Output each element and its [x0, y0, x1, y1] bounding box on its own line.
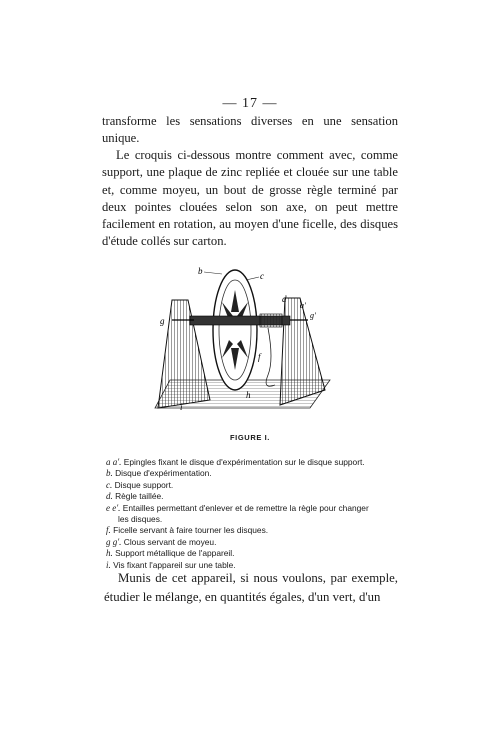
legend-text: Ficelle servant à faire tourner les disques. — [113, 525, 269, 536]
legend-text: Clous servant de moyeu. — [123, 536, 217, 547]
paragraph-description: Le croquis ci-dessous montre comment avec, comme support, une plaque de zinc repliée et clouée sur une table et, comme moyeu, un bout de grosse règle terminé par deux pointes clouées selon son axe, on peut mettre facilement en rotation, au moyen d'une ficelle, des disques d'étude collés sur carton. — [102, 148, 398, 249]
legend-item — [106, 480, 406, 491]
label-g: g — [160, 316, 165, 326]
legend-key: d. — [106, 491, 113, 502]
label-a-prime: a' — [300, 301, 306, 310]
right-support — [280, 298, 325, 405]
figure-legend — [106, 457, 406, 571]
page-number: — 17 — — [222, 96, 278, 111]
label-i: i — [180, 402, 183, 412]
paragraph-following: Munis de cet appareil, si nous voulons, par exemple, étudier le mélange, en quantités égales, d'un vert, d'un — [104, 571, 398, 604]
label-g-prime: g' — [310, 311, 316, 320]
legend-text: Règle taillée. — [115, 491, 164, 502]
legend-item — [106, 503, 406, 526]
label-d: d — [282, 294, 287, 304]
axle-ruler — [172, 314, 308, 327]
label-c: c — [260, 271, 264, 281]
legend-key: i. — [106, 559, 111, 570]
legend-item — [106, 468, 406, 479]
legend-key: a a'. — [106, 457, 122, 467]
label-f: f — [258, 352, 261, 362]
legend-item — [106, 537, 406, 548]
label-h: h — [246, 390, 251, 400]
paragraph-continuation: transforme les sensations diverses en une sensation unique. — [102, 114, 398, 146]
legend-text: Support métallique de l'appareil. — [115, 548, 235, 559]
rotating-disk — [213, 270, 257, 390]
legend-key: c. — [106, 479, 113, 490]
label-b: b — [198, 266, 203, 276]
string — [266, 328, 275, 386]
legend-text: Disque support. — [114, 479, 174, 490]
legend-text-cont: les disques. — [118, 514, 163, 525]
legend-item — [106, 457, 406, 468]
legend-key: g g'. — [106, 536, 122, 547]
legend-text: Epingles fixant le disque d'expérimentation sur le disque support. — [123, 457, 365, 467]
legend-key: f. — [106, 525, 111, 536]
legend-text: Vis fixant l'appareil sur une table. — [113, 559, 236, 570]
apparatus-illustration — [150, 250, 350, 430]
legend-text: Disque d'expérimentation. — [115, 468, 212, 479]
legend-key: b. — [106, 468, 113, 479]
legend-key: e e'. — [106, 502, 121, 513]
legend-item — [106, 548, 406, 559]
legend-item — [106, 525, 406, 536]
legend-key: h. — [106, 548, 113, 559]
legend-item — [106, 491, 406, 502]
legend-text: Entailles permettant d'enlever et de remettre la règle pour changer — [122, 502, 369, 513]
figure-caption: FIGURE I. — [230, 433, 270, 442]
